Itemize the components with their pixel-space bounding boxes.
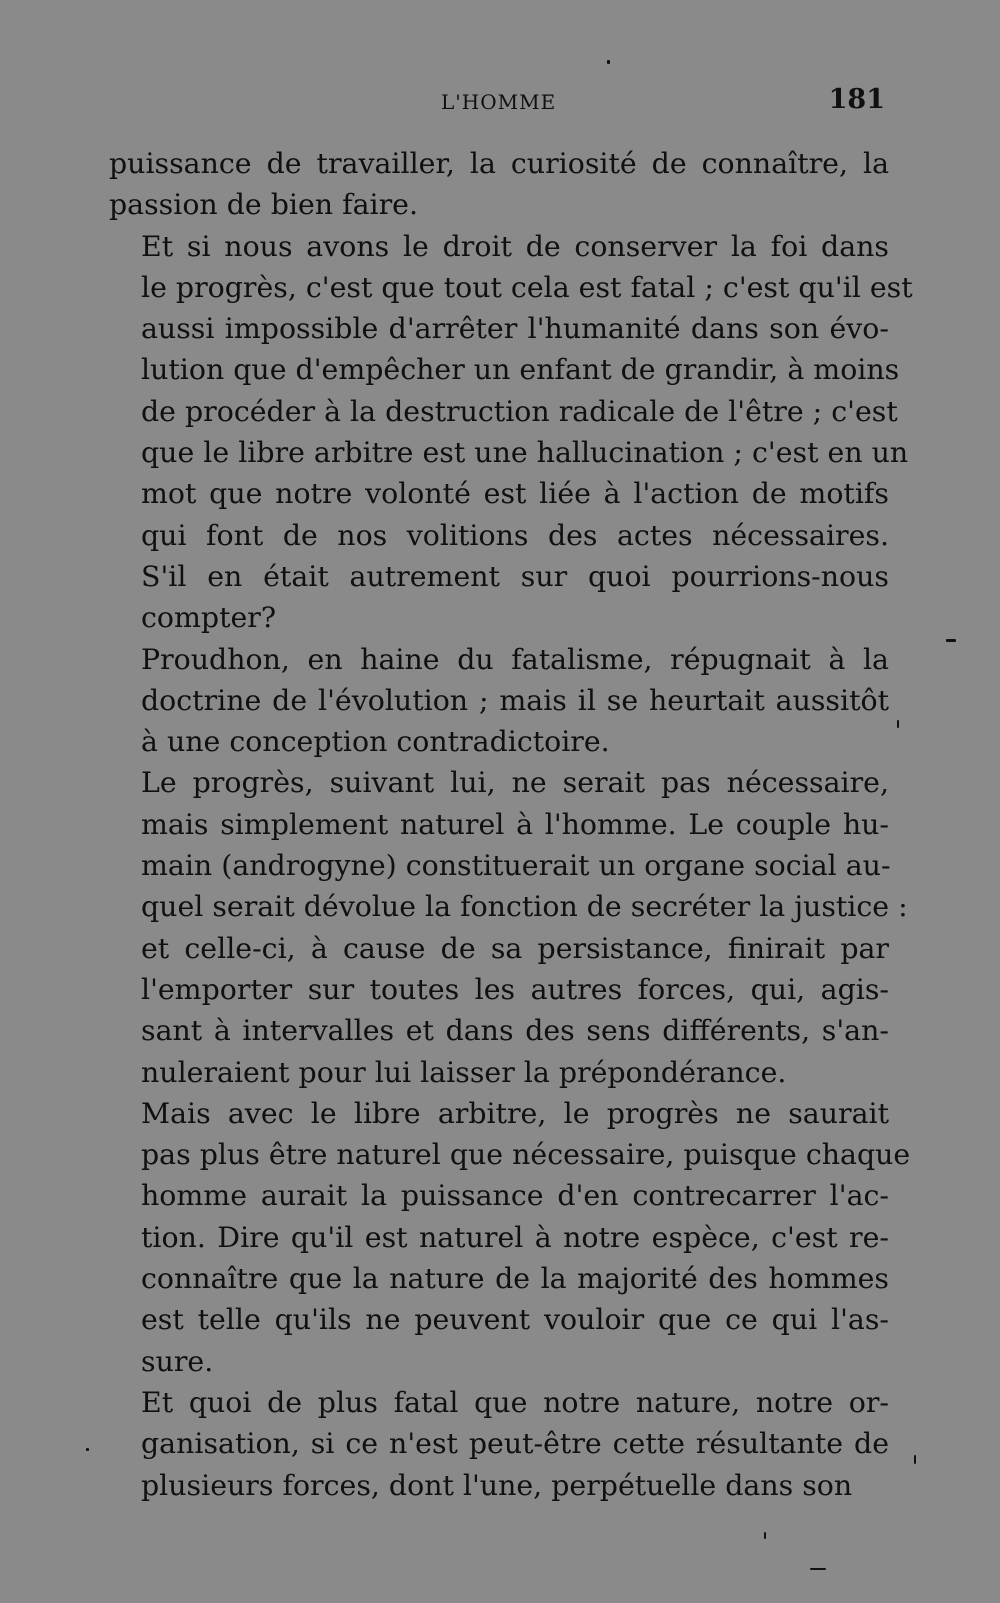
text-line: à une conception contradictoire. <box>141 725 610 759</box>
paragraph <box>109 143 889 226</box>
scan-speck <box>810 1568 826 1570</box>
text-line: puissance de travailler, la curiosité de connaître, la <box>109 147 889 180</box>
scan-speck <box>897 720 899 728</box>
page-number: 181 <box>828 84 885 115</box>
text-line: plusieurs forces, dont l'une, perpétuelle dans son <box>141 1468 853 1502</box>
text-line: connaître que la nature de la majorité des hommes <box>141 1262 889 1296</box>
text-line: doctrine de l'évolution ; mais il se heurtait aussitôt <box>141 683 889 717</box>
running-title: L'HOMME <box>441 90 557 114</box>
paragraph <box>109 762 908 1092</box>
text-line: mais simplement naturel à l'homme. Le couple hu- <box>141 807 889 841</box>
text-line: que le libre arbitre est une hallucination ; c'est en un <box>141 436 909 470</box>
paragraph <box>109 1382 889 1506</box>
scan-speck <box>914 1455 916 1464</box>
scan-speck <box>86 1448 89 1451</box>
text-line: ganisation, si ce n'est peut-être cette résultante de <box>141 1427 889 1461</box>
text-line: l'emporter sur toutes les autres forces, qui, agis- <box>141 972 889 1006</box>
text-line: de procéder à la destruction radicale de l'être ; c'est <box>141 394 898 428</box>
text-line: main (androgyne) constituerait un organe social au- <box>141 849 891 883</box>
text-line: Et quoi de plus fatal que notre nature, notre or- <box>141 1385 889 1419</box>
text-line: mot que notre volonté est liée à l'action de motifs <box>141 477 889 511</box>
text-line: Le progrès, suivant lui, ne serait pas nécessaire, <box>141 766 889 800</box>
text-line: Mais avec le libre arbitre, le progrès ne saurait <box>141 1096 889 1130</box>
paragraph <box>109 226 913 639</box>
text-line: qui font de nos volitions des actes nécessaires. <box>141 518 889 552</box>
scan-speck <box>764 1532 766 1539</box>
scan-speck <box>607 60 610 64</box>
text-line: lution que d'empêcher un enfant de grandir, à moins <box>141 353 900 387</box>
running-head <box>0 84 1000 124</box>
text-line: Proudhon, en haine du fatalisme, répugnait à la <box>141 642 889 676</box>
text-line: pas plus être naturel que nécessaire, puisque chaque <box>141 1138 911 1172</box>
text-line: Et si nous avons le droit de conserver la foi dans <box>141 229 889 263</box>
text-line: quel serait dévolue la fonction de secréter la justice : <box>141 890 908 924</box>
body-text <box>109 143 913 1506</box>
text-line: est telle qu'ils ne peuvent vouloir que ce qui l'as- <box>141 1303 889 1337</box>
text-line: le progrès, c'est que tout cela est fatal ; c'est qu'il est <box>141 270 913 304</box>
text-line: S'il en était autrement sur quoi pourrions-nous <box>141 559 889 593</box>
text-line: aussi impossible d'arrêter l'humanité dans son évo- <box>141 312 889 346</box>
text-line: sure. <box>141 1344 214 1378</box>
text-line: passion de bien faire. <box>109 188 418 222</box>
scan-speck <box>946 639 956 642</box>
text-line: sant à intervalles et dans des sens différents, s'an- <box>141 1014 889 1048</box>
text-line: homme aurait la puissance d'en contrecarrer l'ac- <box>141 1179 889 1213</box>
text-line: tion. Dire qu'il est naturel à notre espèce, c'est re- <box>141 1220 889 1254</box>
text-line: compter? <box>141 601 277 635</box>
paragraph <box>109 1093 911 1382</box>
text-line: et celle-ci, à cause de sa persistance, finirait par <box>141 931 889 965</box>
paragraph <box>109 639 889 763</box>
text-line: nuleraient pour lui laisser la prépondérance. <box>141 1055 787 1089</box>
